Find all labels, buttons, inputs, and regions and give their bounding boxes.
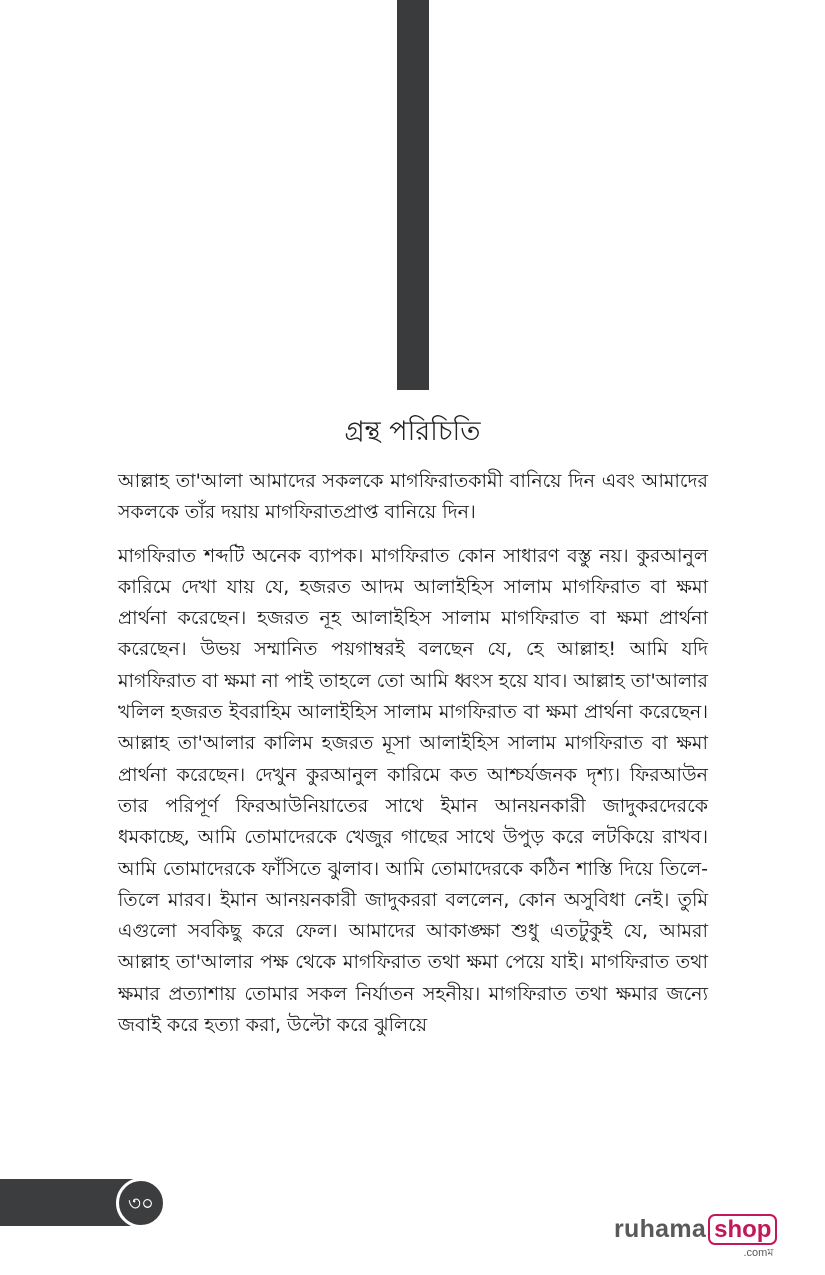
decorative-top-bar [397,0,429,390]
logo-shop-badge: shop [708,1214,777,1245]
logo-shop-wrap [708,1214,777,1259]
logo-main-text: ruhama [614,1214,707,1243]
page-number: ৩০ [116,1178,166,1228]
paragraph: আল্লাহ তা'আলা আমাদের সকলকে মাগফিরাতকামী বানিয়ে দিন এবং আমাদের সকলকে তাঁর দয়ায় মাগফিরাতপ্রাপ্ত বানিয়ে দিন। [118,470,708,524]
paragraph: মাগফিরাত শব্দটি অনেক ব্যাপক। মাগফিরাত কোন সাধারণ বস্তু নয়। কুরআনুল কারিমে দেখা যায় যে, হজরত আদম আলাইহিস সালাম মাগফিরাত বা ক্ষমা প্রার্থনা করেছেন। হজরত নূহ আলাইহিস সালাম মাগফিরাত বা ক্ষমা প্রার্থনা করেছেন। উভয় সম্মানিত পয়গাম্বরই বলছেন যে, হে আল্লাহ! আমি যদি মাগফিরাত বা ক্ষমা না পাই তাহলে তো আমি ধ্বংস হয়ে যাব। আল্লাহ তা'আলার খলিল হজরত ইবরাহিম আলাইহিস সালাম মাগফিরাত বা ক্ষমা প্রার্থনা করেছেন। আল্লাহ তা'আলার কালিম হজরত মূসা আলাইহিস সালাম মাগফিরাত বা ক্ষমা প্রার্থনা করেছেন। দেখুন কুরআনুল কারিমে কত আশ্চর্যজনক দৃশ্য। ফিরআউন তার পরিপূর্ণ ফিরআউনিয়াতের সাথে ইমান আনয়নকারী জাদুকরদেরকে ধমকাচ্ছে, আমি তোমাদেরকে খেজুর গাছের সাথে উপুড় করে লটকিয়ে রাখব। আমি তোমাদেরকে ফাঁসিতে ঝুলাব। আমি তোমাদেরকে কঠিন শাস্তি দিয়ে তিলে-তিলে মারব। ইমান আনয়নকারী জাদুকররা বললেন, কোন অসুবিধা নেই। তুমি এগুলো সবকিছু করে ফেল। আমাদের আকাঙ্ক্ষা শুধু এতটুকুই যে, আমরা আল্লাহ তা'আলার পক্ষ থেকে মাগফিরাত তথা ক্ষমা পেয়ে যাই। মাগফিরাত তথা ক্ষমার প্রত্যাশায় তোমার সকল নির্যাতন সহনীয়। মাগফিরাত তথা ক্ষমার জন্যে জবাই করে হত্যা করা, উল্টো করে ঝুলিয়ে [118,544,708,1037]
ruhamashop-logo [614,1212,777,1259]
logo-domain-text: .comম [743,1246,774,1259]
body-text [118,466,708,1041]
section-heading: গ্রন্থ পরিচিতি [344,416,481,447]
